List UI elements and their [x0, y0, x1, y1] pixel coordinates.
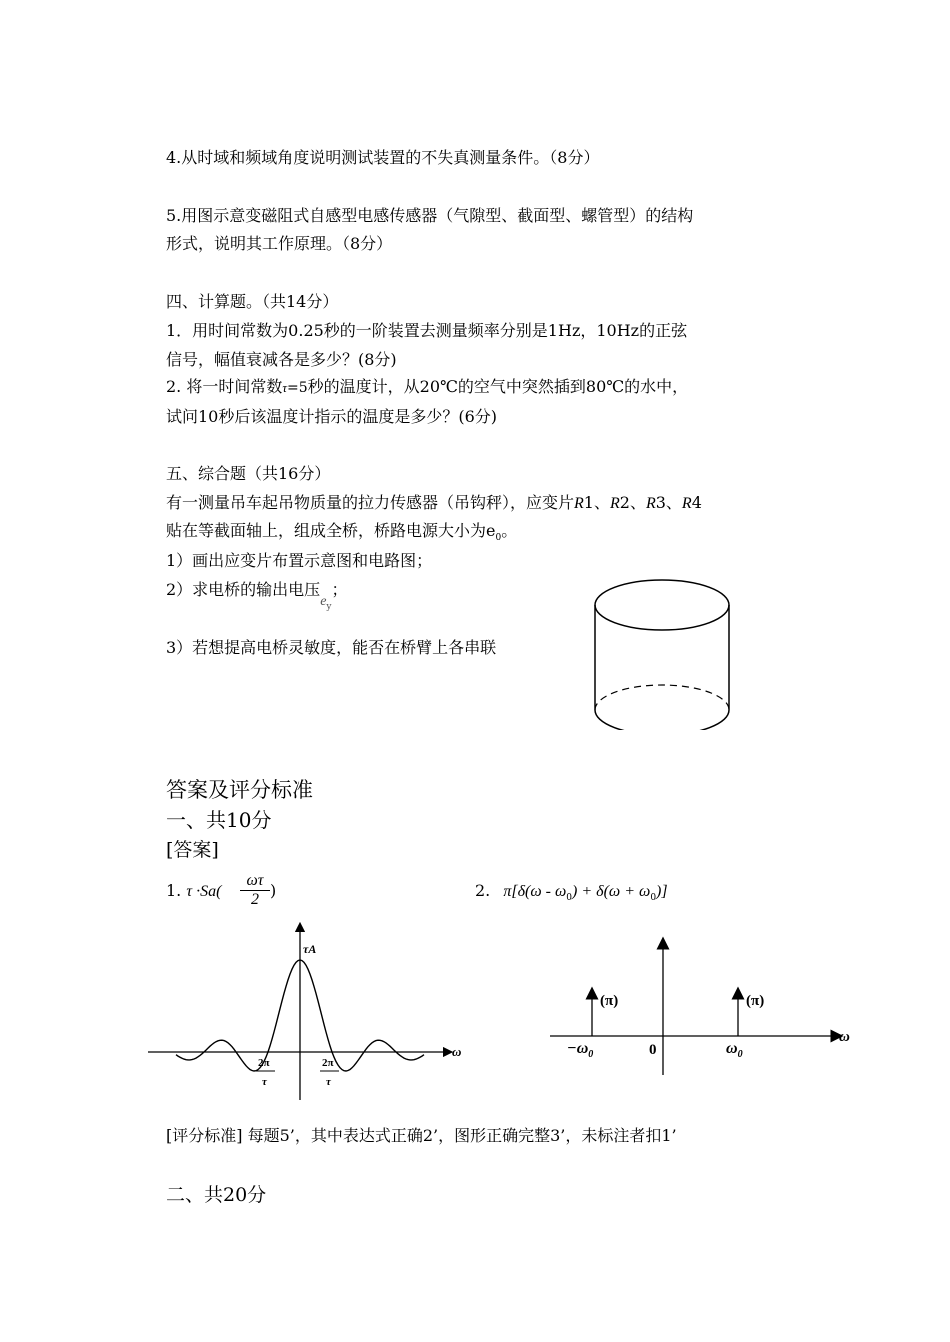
- answer1-fraction: [240, 872, 270, 909]
- sinc-axis-label: ω: [452, 1044, 462, 1059]
- section4-q1-line2: 信号，幅值衰减各是多少？(8分): [166, 350, 397, 369]
- item2-end: ；: [331, 580, 348, 599]
- answer2-number: 2.: [475, 881, 491, 900]
- section5-item3: 3）若想提高电桥灵敏度，能否在桥臂上各串联: [166, 638, 497, 657]
- intro-line2-end: 。: [501, 521, 518, 540]
- answer2-mid: ) + δ(ω + ω: [572, 883, 651, 900]
- section5-item2: [166, 580, 348, 613]
- answers-bracket: [答案]: [166, 839, 219, 861]
- question-4: 4.从时域和频域角度说明测试装置的不失真测量条件。（8分）: [166, 148, 600, 167]
- section5-intro-line2: [166, 521, 517, 548]
- answer2-expression: [475, 881, 668, 908]
- section5-intro-line1: [166, 493, 702, 514]
- impulse-origin: 0: [649, 1042, 657, 1058]
- r1-index: 1、: [583, 493, 610, 512]
- section5-item1: 1）画出应变片布置示意图和电路图；: [166, 551, 433, 570]
- sinc-pos-label-bot: τ: [326, 1076, 331, 1088]
- q2-tau: τ: [282, 380, 288, 395]
- r4-index: 4: [691, 493, 702, 512]
- sinc-peak-label: τA: [303, 942, 317, 956]
- section5-heading: 五、综合题（共16分）: [166, 464, 331, 483]
- answer2-sub2: 0: [650, 893, 657, 904]
- sinc-graph: [140, 915, 470, 1105]
- intro-line2-text: 贴在等截面轴上，组成全桥，桥路电源大小为e: [166, 521, 496, 540]
- answer1-sa: τ ·Sa(: [186, 883, 222, 900]
- answer1-number: 1.: [166, 881, 182, 900]
- impulse-left-label: (π): [600, 993, 619, 1009]
- answer2-close: )]: [656, 883, 668, 900]
- item2-e-symbol: e: [320, 594, 327, 609]
- answer1-frac-bot: 2: [251, 891, 259, 908]
- impulse-pos-label: $\omega_0$: [726, 1040, 743, 1060]
- section4-q1-line1: 1．用时间常数为0.25秒的一阶装置去测量频率分别是1Hz，10Hz的正弦: [166, 321, 688, 340]
- sinc-neg-label-top: 2π: [258, 1057, 270, 1069]
- impulse-right-label: (π): [746, 993, 765, 1009]
- e0-subscript: 0: [495, 533, 502, 544]
- answer2-sub1: 0: [566, 893, 573, 904]
- answers-heading: 答案及评分标准: [166, 778, 313, 802]
- r3-symbol: R: [645, 495, 656, 512]
- question-5-line1: 5.用图示意变磁阻式自感型电感传感器（气隙型、截面型、螺管型）的结构: [166, 206, 694, 225]
- r1-symbol: R: [574, 495, 584, 512]
- intro-text: 有一测量吊车起吊物质量的拉力传感器（吊钩秤），应变片: [166, 493, 575, 512]
- impulse-neg-label: $-\omega_0$: [567, 1040, 594, 1060]
- section4-heading: 四、计算题。（共14分）: [166, 292, 339, 311]
- r2-index: 2、: [619, 493, 646, 512]
- q2-suffix: 秒的温度计，从20℃的空气中突然插到80℃的水中，: [307, 377, 689, 396]
- item2-e-subscript: y: [326, 602, 332, 613]
- r2-symbol: R: [609, 495, 620, 512]
- answers-part2: 二、共20分: [166, 1184, 267, 1206]
- q2-equals: =5: [287, 380, 308, 396]
- answer2-start: π[δ(ω - ω: [503, 883, 567, 900]
- r3-index: 3、: [655, 493, 682, 512]
- r4-symbol: R: [681, 495, 692, 512]
- impulse-graph: [545, 935, 855, 1080]
- section4-q2-line1: [166, 377, 688, 398]
- impulse-axis-label: ω: [839, 1029, 850, 1045]
- answer1-close: ): [270, 881, 277, 900]
- sinc-pos-label-top: 2π: [322, 1057, 334, 1069]
- cylinder-figure: [588, 570, 738, 730]
- item2-text: 2）求电桥的输出电压: [166, 580, 321, 599]
- answer1-frac-top: ωτ: [240, 872, 270, 891]
- sinc-neg-label-bot: τ: [262, 1076, 267, 1088]
- q2-prefix: 2. 将一时间常数: [166, 377, 283, 396]
- section4-q2-line2: 试问10秒后该温度计指示的温度是多少？(6分): [166, 407, 498, 426]
- question-5-line2: 形式，说明其工作原理。（8分）: [166, 234, 393, 253]
- scoring-criteria: [评分标准] 每题5’，其中表达式正确2’，图形正确完整3’，未标注者扣1’: [166, 1126, 677, 1145]
- answer1-expression: [166, 881, 221, 902]
- answers-part1: 一、共10分: [166, 808, 272, 832]
